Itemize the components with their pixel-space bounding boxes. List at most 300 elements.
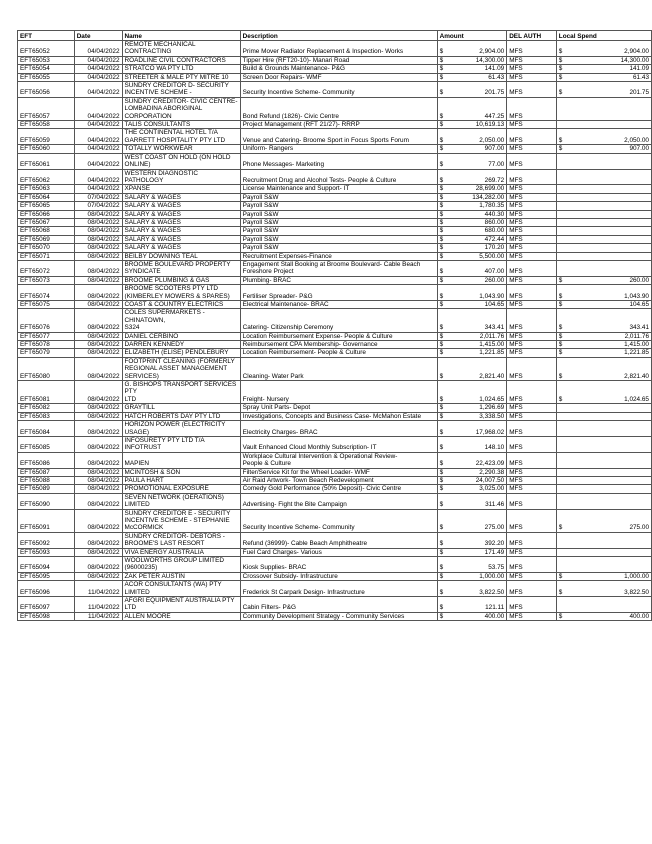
cell-amount [437, 309, 507, 332]
cell-description: License Maintenance and Support- IT [240, 185, 437, 193]
table-row [18, 185, 652, 193]
cell-eft: EFT65066 [18, 210, 75, 218]
cell-del-auth: MFS [507, 227, 557, 235]
cell-del-auth: MFS [507, 468, 557, 476]
table-row [18, 532, 652, 548]
currency-symbol: $ [439, 176, 444, 184]
cell-del-auth: MFS [507, 82, 557, 98]
amount-value: 24,007.50 [475, 476, 505, 484]
cell-del-auth: MFS [507, 252, 557, 260]
cell-name: AFGRI EQUIPMENT AUSTRALIA PTY LTD [122, 597, 240, 613]
cell-eft: EFT65079 [18, 349, 75, 357]
amount-value: 400.00 [484, 612, 505, 620]
cell-local-spend [556, 381, 651, 404]
cell-local-spend [556, 185, 651, 193]
amount-value: 10,619.13 [475, 121, 505, 129]
cell-del-auth: MFS [507, 572, 557, 580]
cell-name: G. BISHOPS TRANSPORT SERVICES PTY LTD [122, 381, 240, 404]
local-spend-value: 400.00 [629, 612, 649, 620]
cell-local-spend [556, 532, 651, 548]
cell-name: BROOME PLUMBING & GAS [122, 276, 240, 284]
cell-eft: EFT65088 [18, 476, 75, 484]
currency-symbol: $ [558, 612, 563, 620]
cell-amount [437, 210, 507, 218]
currency-symbol: $ [558, 73, 563, 81]
cell-date: 04/04/2022 [74, 145, 122, 153]
cell-del-auth: MFS [507, 509, 557, 532]
cell-amount [437, 260, 507, 276]
amount-value: 148.10 [484, 444, 505, 452]
cell-date: 07/04/2022 [74, 202, 122, 210]
currency-symbol: $ [558, 48, 563, 56]
cell-eft: EFT65063 [18, 185, 75, 193]
cell-name: BROOME SCOOTERS PTY LTD (KIMBERLEY MOWERS & SPARES) [122, 285, 240, 301]
cell-eft: EFT65082 [18, 404, 75, 412]
cell-name: HORIZON POWER (ELECTRICITY USAGE) [122, 421, 240, 437]
cell-del-auth: MFS [507, 332, 557, 340]
table-row [18, 193, 652, 201]
amount-value: 447.25 [484, 112, 505, 120]
cell-amount [437, 252, 507, 260]
cell-amount [437, 227, 507, 235]
cell-local-spend [556, 260, 651, 276]
cell-eft: EFT65077 [18, 332, 75, 340]
amount-value: 407.00 [484, 268, 505, 276]
cell-eft: EFT65070 [18, 244, 75, 252]
table-row [18, 485, 652, 493]
cell-amount [437, 357, 507, 380]
amount-value: 343.41 [484, 324, 505, 332]
cell-amount [437, 65, 507, 73]
cell-name: XPANSE [122, 185, 240, 193]
cell-amount [437, 341, 507, 349]
cell-date: 04/04/2022 [74, 82, 122, 98]
currency-symbol: $ [439, 540, 444, 548]
header-description: Description [240, 31, 437, 41]
currency-symbol: $ [439, 444, 444, 452]
table-body [18, 41, 652, 621]
cell-eft: EFT65057 [18, 97, 75, 120]
cell-date: 08/04/2022 [74, 381, 122, 404]
currency-symbol: $ [558, 372, 563, 380]
cell-name: BEILBY DOWNING TEAL [122, 252, 240, 260]
cell-date: 04/04/2022 [74, 56, 122, 64]
local-spend-value: 343.41 [629, 324, 649, 332]
cell-description: Spray Unit Parts- Depot [240, 404, 437, 412]
currency-symbol: $ [439, 121, 444, 129]
table-row [18, 332, 652, 340]
table-row [18, 82, 652, 98]
cell-del-auth: MFS [507, 581, 557, 597]
cell-eft: EFT65061 [18, 153, 75, 169]
cell-description: Investigations, Concepts and Business Case- McMahon Estate [240, 412, 437, 420]
amount-value: 134,282.00 [472, 193, 505, 201]
cell-date: 11/04/2022 [74, 597, 122, 613]
cell-amount [437, 612, 507, 620]
cell-del-auth: MFS [507, 612, 557, 620]
currency-symbol: $ [439, 193, 444, 201]
cell-amount [437, 581, 507, 597]
cell-amount [437, 485, 507, 493]
cell-amount [437, 468, 507, 476]
cell-name: MAPIEN [122, 452, 240, 468]
currency-symbol: $ [558, 395, 563, 403]
local-spend-value: 260.00 [629, 276, 649, 284]
cell-name: ELIZABETH (ELISE) PENDLEBURY [122, 349, 240, 357]
cell-amount [437, 153, 507, 169]
cell-date: 08/04/2022 [74, 349, 122, 357]
currency-symbol: $ [439, 612, 444, 620]
currency-symbol: $ [439, 145, 444, 153]
cell-del-auth: MFS [507, 193, 557, 201]
cell-amount [437, 493, 507, 509]
cell-del-auth: MFS [507, 169, 557, 185]
cell-description: Air Raid Artwork- Town Beach Redevelopment [240, 476, 437, 484]
cell-amount [437, 404, 507, 412]
table-row [18, 252, 652, 260]
currency-symbol: $ [558, 349, 563, 357]
cell-name: GRAYTILL [122, 404, 240, 412]
cell-del-auth: MFS [507, 349, 557, 357]
table-row [18, 349, 652, 357]
cell-date: 08/04/2022 [74, 276, 122, 284]
cell-name: SEVEN NETWORK (OERATIONS) LIMITED [122, 493, 240, 509]
cell-amount [437, 436, 507, 452]
cell-amount [437, 244, 507, 252]
currency-symbol: $ [558, 145, 563, 153]
cell-name: ALLEN MOORE [122, 612, 240, 620]
table-row [18, 227, 652, 235]
local-spend-value: 3,822.50 [624, 588, 649, 596]
cell-del-auth: MFS [507, 557, 557, 573]
cell-local-spend [556, 412, 651, 420]
cell-date: 08/04/2022 [74, 404, 122, 412]
currency-symbol: $ [439, 252, 444, 260]
amount-value: 2,290.38 [479, 468, 505, 476]
cell-del-auth: MFS [507, 309, 557, 332]
cell-description: Vault Enhanced Cloud Monthly Subscription- IT [240, 436, 437, 452]
cell-eft: EFT65060 [18, 145, 75, 153]
cell-description: Cabin Filters- P&G [240, 597, 437, 613]
cell-amount [437, 82, 507, 98]
cell-description: Advertising- Fight the Bite Campaign [240, 493, 437, 509]
currency-symbol: $ [558, 292, 563, 300]
amount-value: 1,296.69 [479, 404, 505, 412]
cell-eft: EFT65097 [18, 597, 75, 613]
cell-description: Catering- Citizenship Ceremony [240, 309, 437, 332]
cell-local-spend [556, 341, 651, 349]
cell-name: ZAK PETER AUSTIN [122, 572, 240, 580]
cell-amount [437, 548, 507, 556]
cell-name: VIVA ENERGY AUSTRALIA [122, 548, 240, 556]
cell-description: Cleaning- Water Park [240, 357, 437, 380]
cell-del-auth: MFS [507, 56, 557, 64]
table-row [18, 65, 652, 73]
cell-description: Freight- Nursery [240, 381, 437, 404]
cell-description: Location Reimbursement Expense- People & Culture [240, 332, 437, 340]
cell-name: SUNDRY CREDITOR- DEBTORS - BROOME'S LAST RESORT [122, 532, 240, 548]
cell-del-auth: MFS [507, 597, 557, 613]
table-row [18, 145, 652, 153]
cell-local-spend [556, 41, 651, 57]
cell-description: Recruitment Expenses-Finance [240, 252, 437, 260]
cell-amount [437, 97, 507, 120]
cell-description: Reimbursement CPA Membership- Governance [240, 341, 437, 349]
cell-local-spend [556, 252, 651, 260]
amount-value: 275.00 [484, 524, 505, 532]
local-spend-value: 141.09 [629, 65, 649, 73]
cell-eft: EFT65068 [18, 227, 75, 235]
cell-eft: EFT65089 [18, 485, 75, 493]
cell-local-spend [556, 493, 651, 509]
cell-eft: EFT65058 [18, 121, 75, 129]
table-row [18, 301, 652, 309]
table-row [18, 210, 652, 218]
cell-name: MCINTOSH & SON [122, 468, 240, 476]
currency-symbol: $ [439, 276, 444, 284]
header-date: Date [74, 31, 122, 41]
cell-del-auth: MFS [507, 121, 557, 129]
amount-value: 1,780.35 [479, 202, 505, 210]
local-spend-value: 1,221.85 [624, 349, 649, 357]
cell-eft: EFT65069 [18, 235, 75, 243]
cell-local-spend [556, 476, 651, 484]
cell-date: 08/04/2022 [74, 532, 122, 548]
currency-symbol: $ [439, 460, 444, 468]
cell-eft: EFT65081 [18, 381, 75, 404]
cell-del-auth: MFS [507, 153, 557, 169]
cell-date: 08/04/2022 [74, 285, 122, 301]
cell-del-auth: MFS [507, 244, 557, 252]
table-row [18, 260, 652, 276]
amount-value: 2,011.76 [479, 332, 505, 340]
cell-amount [437, 332, 507, 340]
cell-amount [437, 41, 507, 57]
currency-symbol: $ [439, 548, 444, 556]
table-row [18, 235, 652, 243]
cell-date: 08/04/2022 [74, 309, 122, 332]
cell-local-spend [556, 202, 651, 210]
amount-value: 121.11 [485, 604, 505, 612]
cell-description: Fertiliser Spreader- P&G [240, 285, 437, 301]
table-row [18, 468, 652, 476]
amount-value: 392.20 [484, 540, 505, 548]
cell-date: 08/04/2022 [74, 412, 122, 420]
amount-value: 860.00 [484, 218, 505, 226]
cell-description: Payroll S&W [240, 218, 437, 226]
table-row [18, 218, 652, 226]
cell-description: Payroll S&W [240, 235, 437, 243]
currency-symbol: $ [439, 112, 444, 120]
cell-name: HATCH ROBERTS DAY PTY LTD [122, 412, 240, 420]
table-row [18, 153, 652, 169]
cell-local-spend [556, 235, 651, 243]
cell-del-auth: MFS [507, 97, 557, 120]
currency-symbol: $ [558, 89, 563, 97]
currency-symbol: $ [439, 218, 444, 226]
amount-value: 1,000.00 [479, 572, 505, 580]
cell-date: 08/04/2022 [74, 468, 122, 476]
cell-description: Payroll S&W [240, 227, 437, 235]
amount-value: 472.44 [484, 235, 505, 243]
table-row [18, 436, 652, 452]
cell-name: WESTERN DIAGNOSTIC PATHOLOGY [122, 169, 240, 185]
cell-del-auth: MFS [507, 357, 557, 380]
cell-date: 08/04/2022 [74, 436, 122, 452]
cell-name: STREETER & MALE PTY MITRE 10 [122, 73, 240, 81]
cell-local-spend [556, 436, 651, 452]
cell-date: 04/04/2022 [74, 65, 122, 73]
cell-name: ACOR CONSULTANTS (WA) PTY LIMITED [122, 581, 240, 597]
cell-description: Electricity Charges- BRAC [240, 421, 437, 437]
cell-description: Tipper Hire (RFT20-10)- Manari Road [240, 56, 437, 64]
cell-local-spend [556, 572, 651, 580]
cell-eft: EFT65074 [18, 285, 75, 301]
cell-eft: EFT65094 [18, 557, 75, 573]
cell-del-auth: MFS [507, 412, 557, 420]
cell-local-spend [556, 581, 651, 597]
cell-name: DANIEL CERBINO [122, 332, 240, 340]
cell-amount [437, 532, 507, 548]
cell-date: 11/04/2022 [74, 612, 122, 620]
cell-eft: EFT65052 [18, 41, 75, 57]
local-spend-value: 2,050.00 [624, 136, 649, 144]
cell-local-spend [556, 301, 651, 309]
amount-value: 2,050.00 [479, 136, 505, 144]
cell-description: Payroll S&W [240, 210, 437, 218]
currency-symbol: $ [439, 604, 444, 612]
cell-date: 08/04/2022 [74, 548, 122, 556]
cell-date: 08/04/2022 [74, 493, 122, 509]
cell-name: TOTALLY WORKWEAR [122, 145, 240, 153]
amount-value: 141.09 [484, 65, 505, 73]
local-spend-value: 1,024.65 [624, 395, 649, 403]
cell-date: 07/04/2022 [74, 193, 122, 201]
cell-name: SALARY & WAGES [122, 193, 240, 201]
currency-symbol: $ [439, 485, 444, 493]
cell-local-spend [556, 276, 651, 284]
currency-symbol: $ [439, 210, 444, 218]
cell-name: SUNDRY CREDITOR- CIVIC CENTRE- LOMBADINA ABORIGINAL CORPORATION [122, 97, 240, 120]
local-spend-value: 275.00 [629, 524, 649, 532]
cell-amount [437, 193, 507, 201]
cell-del-auth: MFS [507, 404, 557, 412]
cell-amount [437, 185, 507, 193]
amount-value: 3,338.50 [479, 412, 505, 420]
currency-symbol: $ [439, 185, 444, 193]
cell-date: 08/04/2022 [74, 357, 122, 380]
cell-del-auth: MFS [507, 301, 557, 309]
cell-local-spend [556, 285, 651, 301]
cell-date: 08/04/2022 [74, 485, 122, 493]
amount-value: 2,904.00 [479, 48, 505, 56]
cell-local-spend [556, 357, 651, 380]
table-row [18, 56, 652, 64]
cell-name: COAST & COUNTRY ELECTRICS [122, 301, 240, 309]
amount-value: 1,043.90 [479, 292, 505, 300]
amount-value: 907.00 [484, 145, 505, 153]
cell-eft: EFT65087 [18, 468, 75, 476]
table-row [18, 572, 652, 580]
cell-amount [437, 218, 507, 226]
payments-table-container [17, 30, 652, 621]
cell-date: 08/04/2022 [74, 244, 122, 252]
amount-value: 61.43 [488, 73, 505, 81]
currency-symbol: $ [439, 412, 444, 420]
currency-symbol: $ [439, 341, 444, 349]
amount-value: 269.72 [484, 176, 505, 184]
table-row [18, 309, 652, 332]
cell-description: Engagement Stall Booking at Broome Boulevard- Cable Beach Foreshore Project [240, 260, 437, 276]
cell-date: 04/04/2022 [74, 97, 122, 120]
cell-description: Electrical Maintenance- BRAC [240, 301, 437, 309]
cell-del-auth: MFS [507, 493, 557, 509]
currency-symbol: $ [439, 524, 444, 532]
table-row [18, 73, 652, 81]
currency-symbol: $ [558, 332, 563, 340]
currency-symbol: $ [439, 292, 444, 300]
cell-amount [437, 129, 507, 145]
cell-name: SALARY & WAGES [122, 235, 240, 243]
amount-value: 3,822.50 [479, 588, 505, 596]
cell-description: Plumbing- BRAC [240, 276, 437, 284]
header-eft: EFT [18, 31, 75, 41]
amount-value: 2,821.40 [479, 372, 505, 380]
cell-local-spend [556, 309, 651, 332]
table-row [18, 97, 652, 120]
cell-description: Payroll S&W [240, 202, 437, 210]
local-spend-value: 1,000.00 [624, 572, 649, 580]
cell-eft: EFT65090 [18, 493, 75, 509]
cell-name: REMOTE MECHANICAL CONTRACTING [122, 41, 240, 57]
local-spend-value: 1,043.90 [624, 292, 649, 300]
cell-description: Crossover Subsidy- Infrastructure [240, 572, 437, 580]
cell-local-spend [556, 244, 651, 252]
cell-description: Venue and Catering- Broome Sport in Focus Sports Forum [240, 129, 437, 145]
cell-date: 04/04/2022 [74, 129, 122, 145]
currency-symbol: $ [558, 301, 563, 308]
cell-eft: EFT65054 [18, 65, 75, 73]
currency-symbol: $ [439, 136, 444, 144]
header-del-auth: DEL AUTH [507, 31, 557, 41]
cell-local-spend [556, 557, 651, 573]
cell-name: SALARY & WAGES [122, 227, 240, 235]
table-row [18, 548, 652, 556]
cell-name: SUNDRY CREDITOR D- SECURITY INCENTIVE SCHEME - [122, 82, 240, 98]
table-row [18, 404, 652, 412]
table-row [18, 129, 652, 145]
currency-symbol: $ [558, 341, 563, 349]
cell-eft: EFT65078 [18, 341, 75, 349]
cell-date: 04/04/2022 [74, 41, 122, 57]
cell-date: 08/04/2022 [74, 235, 122, 243]
cell-description: Location Reimbursement- People & Culture [240, 349, 437, 357]
cell-amount [437, 276, 507, 284]
cell-local-spend [556, 349, 651, 357]
local-spend-value: 201.75 [629, 89, 649, 97]
cell-del-auth: MFS [507, 532, 557, 548]
currency-symbol: $ [439, 89, 444, 97]
amount-value: 14,300.00 [475, 56, 505, 64]
amount-value: 104.65 [484, 301, 505, 308]
cell-date: 08/04/2022 [74, 572, 122, 580]
cell-date: 08/04/2022 [74, 452, 122, 468]
cell-local-spend [556, 468, 651, 476]
currency-symbol: $ [439, 564, 444, 572]
table-row [18, 421, 652, 437]
cell-date: 08/04/2022 [74, 509, 122, 532]
currency-symbol: $ [439, 468, 444, 476]
